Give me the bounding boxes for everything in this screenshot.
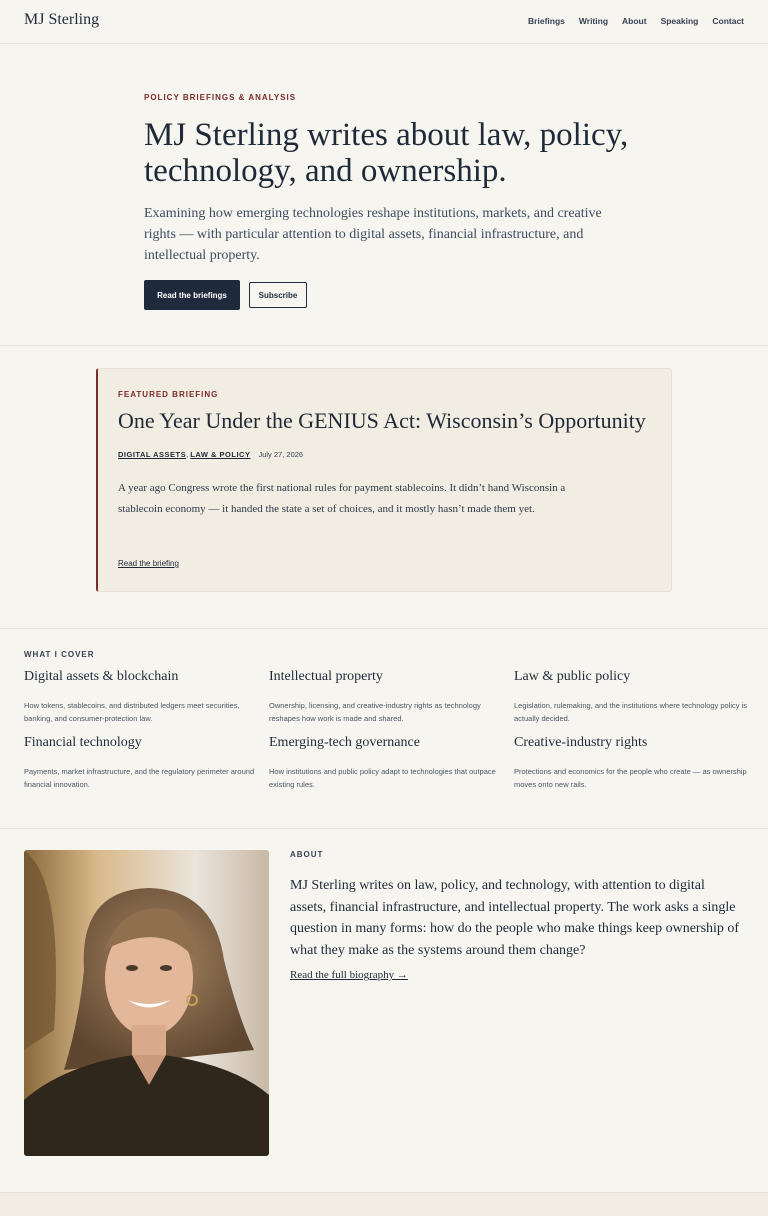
topic-desc: How institutions and public policy adapt to technologies that outpace existing rules. xyxy=(269,767,496,789)
main-nav xyxy=(528,16,744,26)
topic-financial-technology xyxy=(24,735,259,791)
topic-creative-rights xyxy=(514,735,749,791)
topic-intellectual-property xyxy=(269,669,504,725)
site-header xyxy=(0,0,768,44)
about-body: MJ Sterling writes on law, policy, and technology, with attention to digital assets, financial infrastructure, and intellectual property. The work asks a single question in many forms: how do the people who make things keep ownership of what they make as the systems around them change? xyxy=(290,878,740,958)
nav-briefings[interactable]: Briefings xyxy=(528,16,565,26)
coverage-section xyxy=(0,628,768,829)
tag-separator: , xyxy=(186,450,191,459)
hero-eyebrow: POLICY BRIEFINGS & ANALYSIS xyxy=(144,93,297,102)
topic-desc: Ownership, licensing, and creative-industry rights as technology reshapes how work is made and shared. xyxy=(269,701,481,723)
topic-desc: Protections and economics for the people who create — as ownership moves onto new rails. xyxy=(514,767,747,789)
topic-desc: How tokens, stablecoins, and distributed ledgers meet securities, banking, and consumer-protection law. xyxy=(24,701,240,723)
topic-title: Financial technology xyxy=(24,735,142,750)
topic-title: Creative-industry rights xyxy=(514,735,648,750)
read-briefings-button[interactable]: Read the briefings xyxy=(144,280,240,310)
featured-eyebrow: FEATURED BRIEFING xyxy=(118,390,219,399)
about-section xyxy=(0,829,768,1192)
topic-law-policy xyxy=(514,669,749,725)
coverage-label: WHAT I COVER xyxy=(24,650,95,659)
featured-title[interactable]: One Year Under the GENIUS Act: Wisconsin’s Opportunity xyxy=(118,408,646,433)
topic-desc: Legislation, rulemaking, and the institutions where technology policy is actually decided. xyxy=(514,701,748,723)
author-portrait xyxy=(24,850,269,1156)
nav-speaking[interactable]: Speaking xyxy=(660,16,699,26)
featured-meta xyxy=(118,450,303,459)
tag-digital-assets[interactable]: DIGITAL ASSETS xyxy=(118,450,187,459)
nav-about[interactable]: About xyxy=(622,16,647,26)
hero-subtitle: Examining how emerging technologies reshape institutions, markets, and creative rights — with particular attention to digital assets, financial infrastructure, and intellectual property. xyxy=(144,206,602,263)
hero-title: MJ Sterling writes about law, policy, technology, and ownership. xyxy=(144,117,629,189)
footer-band xyxy=(0,1192,768,1216)
topic-title: Law & public policy xyxy=(514,669,631,684)
topic-title: Intellectual property xyxy=(269,669,383,684)
about-label: ABOUT xyxy=(290,850,324,859)
featured-date: July 27, 2026 xyxy=(258,450,304,459)
hero-section xyxy=(0,44,768,346)
full-biography-link[interactable]: Read the full biography → xyxy=(290,969,408,981)
topic-emerging-tech xyxy=(269,735,504,791)
site-logo[interactable]: MJ Sterling xyxy=(24,11,100,28)
nav-contact[interactable]: Contact xyxy=(712,16,744,26)
topic-title: Digital assets & blockchain xyxy=(24,669,179,684)
subscribe-button[interactable]: Subscribe xyxy=(249,282,307,308)
topic-desc: Payments, market infrastructure, and the regulatory perimeter around financial innovation. xyxy=(24,767,255,789)
featured-excerpt: A year ago Congress wrote the first national rules for payment stablecoins. It didn’t hand Wisconsin a stablecoin economy — it handed the state a set of choices, and it mostly hasn’t made them yet. xyxy=(118,482,566,515)
read-briefing-link[interactable]: Read the briefing xyxy=(118,559,179,568)
featured-briefing-card xyxy=(96,368,672,592)
nav-writing[interactable]: Writing xyxy=(578,16,609,26)
topic-digital-assets xyxy=(24,669,259,725)
tag-law-policy[interactable]: LAW & POLICY xyxy=(190,450,251,459)
topic-title: Emerging-tech governance xyxy=(269,735,420,750)
